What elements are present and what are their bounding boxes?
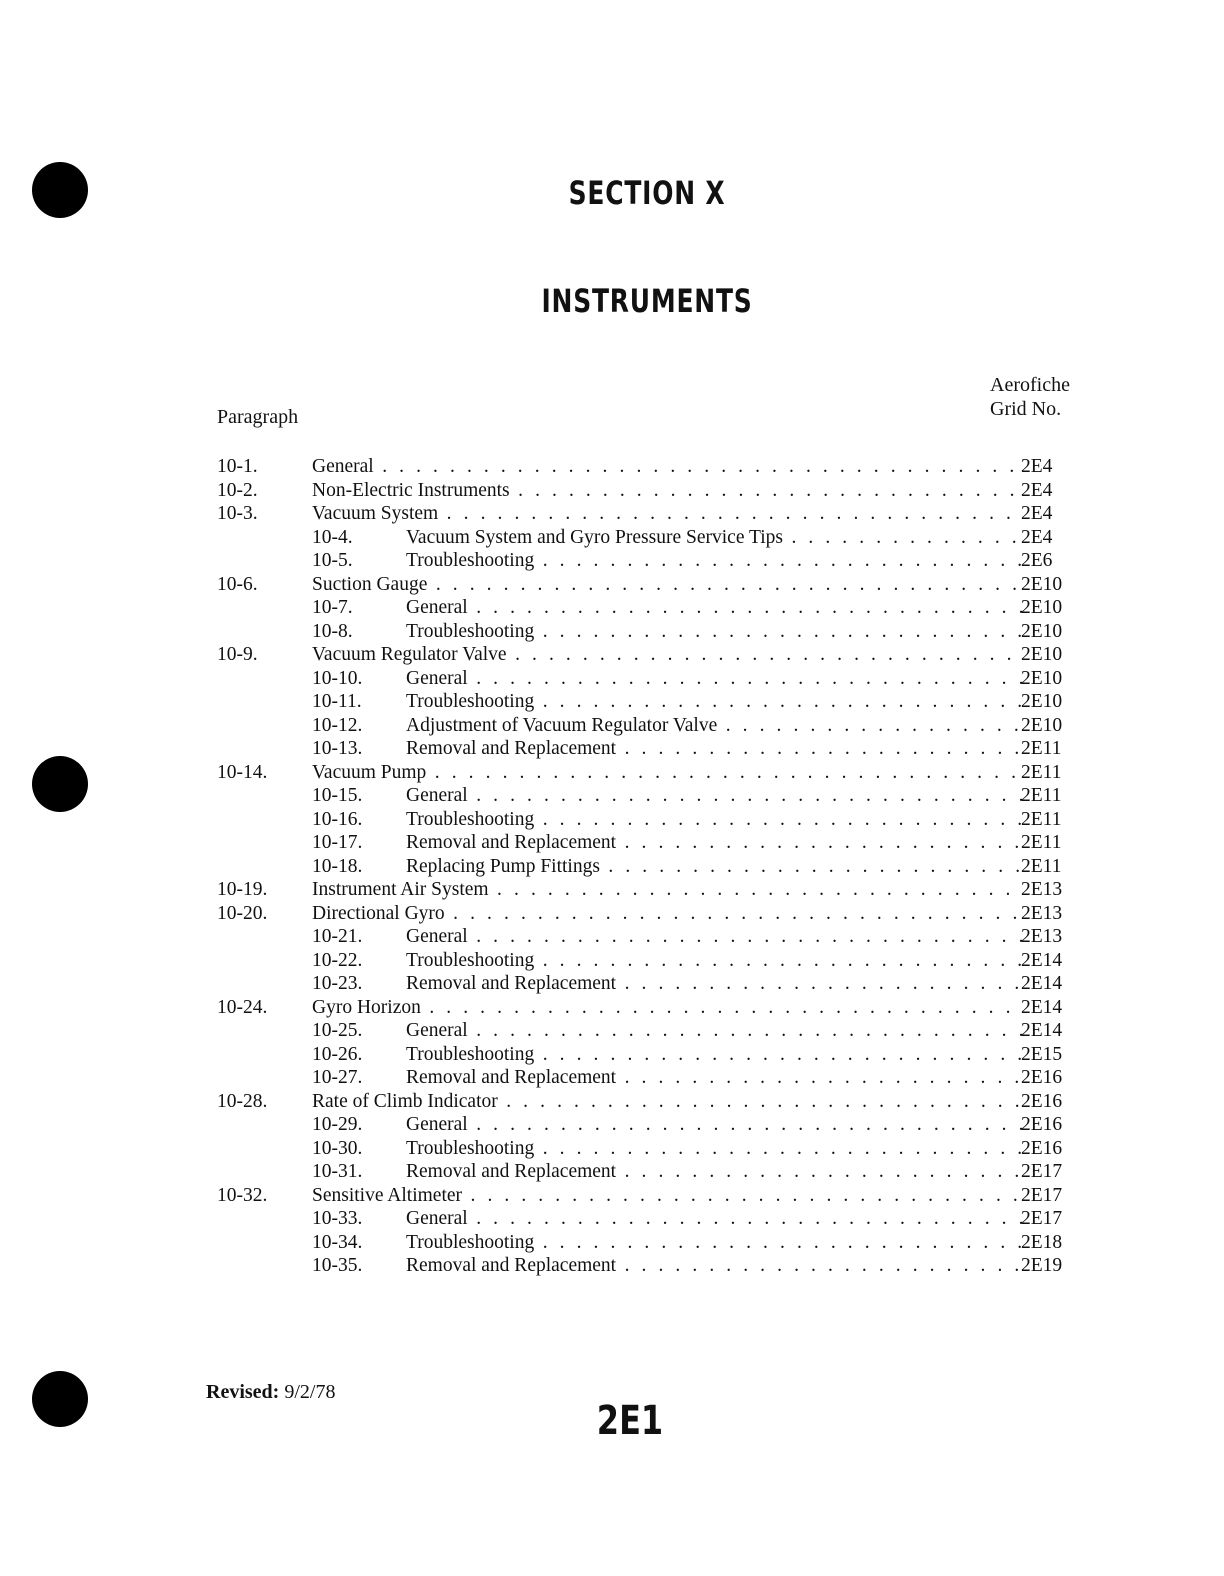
toc-entry-number: 10-6. <box>217 573 258 595</box>
toc-entry-number: 10-7. <box>312 597 353 618</box>
toc-entry-number: 10-31. <box>312 1161 363 1182</box>
toc-entry-title: Suction Gauge . . . <box>312 573 1023 597</box>
toc-entry-number: 10-29. <box>312 1114 363 1135</box>
toc-entry-grid-number: 2E16 <box>1021 1114 1063 1135</box>
toc-entry <box>217 1066 1079 1090</box>
toc-entry-grid-number: 2E17 <box>1021 1184 1063 1206</box>
toc-entry-number: 10-9. <box>217 644 258 665</box>
toc-entry <box>217 643 1079 667</box>
toc-entry-number: 10-26. <box>312 1043 363 1065</box>
toc-entry <box>217 479 1079 503</box>
toc-entry <box>217 596 1079 620</box>
toc-entry-title: General . . . <box>406 925 1023 949</box>
toc-entry-title: Troubleshooting . . . <box>406 1043 1023 1067</box>
toc-entry-number: 10-1. <box>217 456 258 477</box>
toc-entry-grid-number: 2E11 <box>1021 808 1062 830</box>
toc-entry <box>217 808 1079 832</box>
toc-entry-title: Directional Gyro . . . <box>312 902 1023 926</box>
toc-entry-grid-number: 2E16 <box>1021 1137 1063 1159</box>
toc-entry-grid-number: 2E14 <box>1021 973 1063 994</box>
toc-entry-grid-number: 2E4 <box>1021 479 1053 501</box>
toc-entry-title: Rate of Climb Indicator . . . <box>312 1090 1023 1114</box>
toc-entry <box>217 502 1079 526</box>
toc-entry-grid-number: 2E10 <box>1021 691 1063 712</box>
toc-entry <box>217 526 1079 550</box>
toc-entry <box>217 878 1079 902</box>
toc-entry-grid-number: 2E4 <box>1021 456 1053 477</box>
toc-entry-grid-number: 2E17 <box>1021 1208 1063 1229</box>
toc-entry-title: Troubleshooting . . . <box>406 1137 1023 1161</box>
toc-entry <box>217 855 1079 879</box>
table-of-contents <box>217 455 1079 1278</box>
toc-entry-number: 10-18. <box>312 855 363 877</box>
toc-entry-grid-number: 2E14 <box>1021 996 1063 1018</box>
toc-entry-grid-number: 2E14 <box>1021 1020 1063 1041</box>
grid-column-header <box>990 373 1070 421</box>
toc-entry-grid-number: 2E10 <box>1021 573 1063 595</box>
toc-entry-number: 10-16. <box>312 808 363 830</box>
toc-entry-grid-number: 2E16 <box>1021 1067 1063 1088</box>
toc-entry <box>217 996 1079 1020</box>
toc-entry <box>217 949 1079 973</box>
toc-entry <box>217 690 1079 714</box>
toc-entry-number: 10-33. <box>312 1208 363 1229</box>
toc-entry <box>217 1160 1079 1184</box>
binder-hole-middle <box>32 756 88 812</box>
toc-entry-title: Vacuum Regulator Valve . . . <box>312 643 1023 667</box>
toc-entry-number: 10-5. <box>312 550 353 571</box>
toc-entry-grid-number: 2E10 <box>1021 620 1063 642</box>
toc-entry <box>217 1231 1079 1255</box>
toc-entry-number: 10-14. <box>217 761 268 783</box>
toc-entry-title: General . . . <box>406 596 1023 620</box>
toc-entry-number: 10-22. <box>312 949 363 971</box>
toc-entry-number: 10-27. <box>312 1067 363 1088</box>
toc-entry-number: 10-25. <box>312 1020 363 1041</box>
binder-hole-bottom <box>32 1371 88 1427</box>
toc-entry <box>217 784 1079 808</box>
toc-entry-title: Sensitive Altimeter . . . <box>312 1184 1023 1208</box>
toc-entry <box>217 1043 1079 1067</box>
toc-entry-grid-number: 2E11 <box>1021 832 1062 853</box>
toc-entry <box>217 737 1079 761</box>
toc-entry-title: Instrument Air System . . . <box>312 878 1023 902</box>
toc-entry-grid-number: 2E10 <box>1021 714 1063 736</box>
toc-entry-grid-number: 2E16 <box>1021 1090 1063 1112</box>
toc-entry-title: Vacuum Pump . . . <box>312 761 1023 785</box>
toc-entry-title: Troubleshooting . . . <box>406 549 1023 573</box>
toc-entry-title: General . . . <box>406 667 1023 691</box>
toc-entry-number: 10-12. <box>312 714 363 736</box>
toc-entry <box>217 1019 1079 1043</box>
toc-entry-number: 10-20. <box>217 902 268 924</box>
toc-entry <box>217 667 1079 691</box>
toc-entry-grid-number: 2E11 <box>1021 855 1062 877</box>
toc-entry-title: Removal and Replacement . . . <box>406 1254 1023 1278</box>
toc-entry <box>217 831 1079 855</box>
toc-entry-title: Troubleshooting . . . <box>406 808 1023 832</box>
toc-entry <box>217 972 1079 996</box>
toc-entry <box>217 1207 1079 1231</box>
toc-entry-grid-number: 2E11 <box>1021 761 1062 783</box>
toc-entry-title: Troubleshooting . . . <box>406 1231 1023 1255</box>
toc-entry <box>217 549 1079 573</box>
toc-entry-title: Vacuum System and Gyro Pressure Service Tips . . . <box>406 526 1023 550</box>
page-number: 2E1 <box>596 1398 664 1444</box>
section-name: INSTRUMENTS <box>541 282 753 320</box>
toc-entry <box>217 1090 1079 1114</box>
toc-entry-title: Troubleshooting . . . <box>406 690 1023 714</box>
toc-entry <box>217 573 1079 597</box>
binder-hole-top <box>32 162 88 218</box>
grid-header-line2: Grid No. <box>990 398 1062 420</box>
toc-entry-grid-number: 2E14 <box>1021 949 1063 971</box>
grid-header-line1: Aerofiche <box>990 374 1070 396</box>
section-title: SECTION X <box>568 174 726 212</box>
toc-entry-number: 10-32. <box>217 1184 268 1206</box>
toc-entry-title: General . . . <box>406 784 1023 808</box>
toc-entry-number: 10-23. <box>312 973 363 994</box>
toc-entry <box>217 714 1079 738</box>
toc-entry-title: Adjustment of Vacuum Regulator Valve . . . <box>406 714 1023 738</box>
toc-entry-title: Vacuum System . . . <box>312 502 1023 526</box>
toc-entry-number: 10-24. <box>217 996 268 1018</box>
toc-entry <box>217 620 1079 644</box>
toc-entry-grid-number: 2E10 <box>1021 667 1063 689</box>
toc-entry-title: Removal and Replacement . . . <box>406 737 1023 761</box>
revised-date: 9/2/78 <box>284 1381 336 1403</box>
toc-entry-grid-number: 2E15 <box>1021 1043 1063 1065</box>
toc-entry <box>217 1113 1079 1137</box>
toc-entry-number: 10-8. <box>312 620 353 642</box>
toc-entry-number: 10-4. <box>312 526 353 548</box>
toc-entry-number: 10-21. <box>312 926 363 947</box>
toc-entry-grid-number: 2E4 <box>1021 526 1053 548</box>
toc-entry-grid-number: 2E17 <box>1021 1161 1063 1182</box>
toc-entry <box>217 1137 1079 1161</box>
toc-entry-number: 10-17. <box>312 832 363 853</box>
toc-entry-number: 10-28. <box>217 1090 268 1112</box>
toc-entry-grid-number: 2E13 <box>1021 879 1063 900</box>
toc-entry-title: Troubleshooting . . . <box>406 620 1023 644</box>
toc-entry-title: General . . . <box>406 1207 1023 1231</box>
toc-entry-title: Removal and Replacement . . . <box>406 1066 1023 1090</box>
revision-note <box>206 1381 335 1404</box>
toc-entry <box>217 455 1079 479</box>
toc-entry <box>217 1184 1079 1208</box>
toc-entry-grid-number: 2E13 <box>1021 926 1063 947</box>
toc-entry <box>217 925 1079 949</box>
toc-entry-number: 10-2. <box>217 479 258 501</box>
toc-entry-number: 10-35. <box>312 1255 363 1276</box>
toc-entry-number: 10-19. <box>217 879 268 900</box>
toc-entry-grid-number: 2E11 <box>1021 738 1062 759</box>
toc-entry-number: 10-10. <box>312 667 363 689</box>
paragraph-column-header: Paragraph <box>217 406 299 428</box>
toc-entry-title: Gyro Horizon . . . <box>312 996 1023 1020</box>
toc-entry-grid-number: 2E11 <box>1021 785 1062 806</box>
toc-entry-title: Removal and Replacement . . . <box>406 1160 1023 1184</box>
toc-entry-grid-number: 2E10 <box>1021 644 1063 665</box>
toc-entry <box>217 761 1079 785</box>
toc-entry-grid-number: 2E6 <box>1021 550 1053 571</box>
toc-entry-title: General . . . <box>312 455 1023 479</box>
revised-label: Revised: <box>206 1381 280 1403</box>
toc-entry-number: 10-30. <box>312 1137 363 1159</box>
toc-entry-title: General . . . <box>406 1019 1023 1043</box>
toc-entry-number: 10-3. <box>217 503 258 524</box>
toc-entry-title: Troubleshooting . . . <box>406 949 1023 973</box>
toc-entry-number: 10-11. <box>312 691 362 712</box>
toc-entry-grid-number: 2E13 <box>1021 902 1063 924</box>
toc-entry-grid-number: 2E10 <box>1021 597 1063 618</box>
toc-entry-number: 10-15. <box>312 785 363 806</box>
toc-entry-title: Non-Electric Instruments . . . <box>312 479 1023 503</box>
toc-entry-title: Replacing Pump Fittings . . . <box>406 855 1023 879</box>
toc-entry <box>217 902 1079 926</box>
toc-entry-title: General . . . <box>406 1113 1023 1137</box>
toc-entry-number: 10-34. <box>312 1231 363 1253</box>
toc-entry-title: Removal and Replacement . . . <box>406 831 1023 855</box>
toc-entry-grid-number: 2E19 <box>1021 1255 1063 1276</box>
toc-entry <box>217 1254 1079 1278</box>
toc-entry-grid-number: 2E4 <box>1021 503 1053 524</box>
toc-entry-grid-number: 2E18 <box>1021 1231 1063 1253</box>
toc-entry-number: 10-13. <box>312 738 363 759</box>
toc-entry-title: Removal and Replacement . . . <box>406 972 1023 996</box>
